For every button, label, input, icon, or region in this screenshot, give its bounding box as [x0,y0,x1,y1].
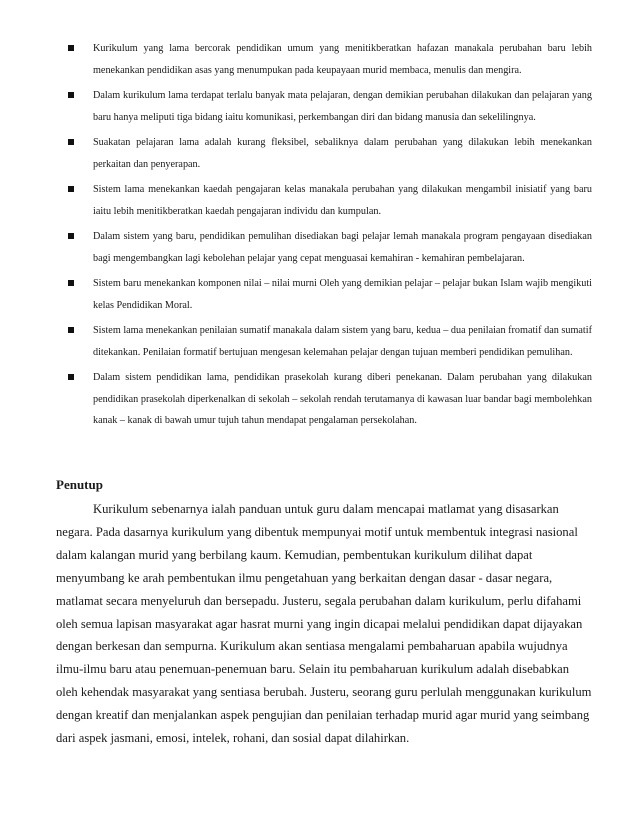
list-item [0,132,638,175]
square-bullet-icon [68,233,74,239]
list-item-text: Dalam sistem pendidikan lama, pendidikan prasekolah kurang diberi penekanan. Dalam perubahan yang dilakukan pendidikan prasekolah diperkenalkan di sekolah – sekolah rendah terutamanya di kawasan luar bandar bagi membolehkan kanak – kanak di bawah umur tujuh tahun mendapat pengalaman persekolahan. [93,372,592,426]
list-item [0,226,638,269]
list-item [0,273,638,316]
square-bullet-icon [68,186,74,192]
list-item-text: Dalam kurikulum lama terdapat terlalu banyak mata pelajaran, dengan demikian perubahan dilakukan dan pelajaran yang baru hanya meliputi tiga bidang iaitu komunikasi, perkembangan diri dan bidang manusia dan sekelilingnya. [93,90,592,123]
closing-paragraph: Kurikulum sebenarnya ialah panduan untuk guru dalam mencapai matlamat yang disasarkan negara. Pada dasarnya kurikulum yang dibentuk mempunyai motif untuk membentuk integrasi nasional dalam kalangan murid yang berbilang kaum. Kemudian, pembentukan kurikulum dilihat dapat menyumbang ke arah pembentukan ilmu pengetahuan yang berkaitan dengan dasar - dasar negara, matlamat secara menyeluruh dan bersepadu. Justeru, segala perubahan dalam kurikulum, perlu difahami oleh semua lapisan masyarakat agar hasrat murni yang ingin dicapai melalui pendidikan dapat dijayakan dengan berkesan dan sempurna. Kurikulum akan sentiasa mengalami pembaharuan apabila wujudnya ilmu-ilmu baru atau penemuan-penemuan baru. Selain itu pembaharuan kurikulum adalah disebabkan oleh kehendak masyarakat yang sentiasa berubah. Justeru, seorang guru perlulah menggunakan kurikulum dengan kreatif dan menjalankan aspek pengujian dan penilaian terhadap murid agar murid yang seimbang dari aspek jasmani, emosi, intelek, rohani, dan sosial dapat dilahirkan. [56,502,592,746]
list-item [0,320,638,363]
list-item-text: Dalam sistem yang baru, pendidikan pemulihan disediakan bagi pelajar lemah manakala program pengayaan disediakan bagi mengembangkan lagi kebolehan pelajar yang cepat menguasai kemahiran - kemahiran pembelajaran. [93,231,592,264]
bullet-list [0,38,638,436]
list-item-text: Kurikulum yang lama bercorak pendidikan umum yang menitikberatkan hafazan manakala perubahan baru lebih menekankan pendidikan asas yang menumpukan pada keupayaan murid membaca, menulis dan mengira. [93,43,592,76]
square-bullet-icon [68,92,74,98]
square-bullet-icon [68,280,74,286]
square-bullet-icon [68,374,74,380]
list-item [0,85,638,128]
section-heading: Penutup [56,477,103,492]
square-bullet-icon [68,139,74,145]
square-bullet-icon [68,327,74,333]
square-bullet-icon [68,45,74,51]
list-item-text: Sistem lama menekankan kaedah pengajaran kelas manakala perubahan yang dilakukan mengambil inisiatif yang baru iaitu lebih menitikberatkan kaedah pengajaran individu dan kumpulan. [93,184,592,217]
list-item [0,367,638,432]
list-item [0,38,638,81]
list-item-text: Sistem baru menekankan komponen nilai – nilai murni Oleh yang demikian pelajar – pelajar bukan Islam wajib mengikuti kelas Pendidikan Moral. [93,278,592,311]
list-item [0,179,638,222]
list-item-text: Suakatan pelajaran lama adalah kurang fleksibel, sebaliknya dalam perubahan yang dilakukan lebih menekankan perkaitan dan penyerapan. [93,137,592,170]
list-item-text: Sistem lama menekankan penilaian sumatif manakala dalam sistem yang baru, kedua – dua penilaian fromatif dan sumatif ditekankan. Penilaian formatif bertujuan mengesan kelemahan pelajar dengan tujuan memberi pendidikan pemulihan. [93,325,592,358]
